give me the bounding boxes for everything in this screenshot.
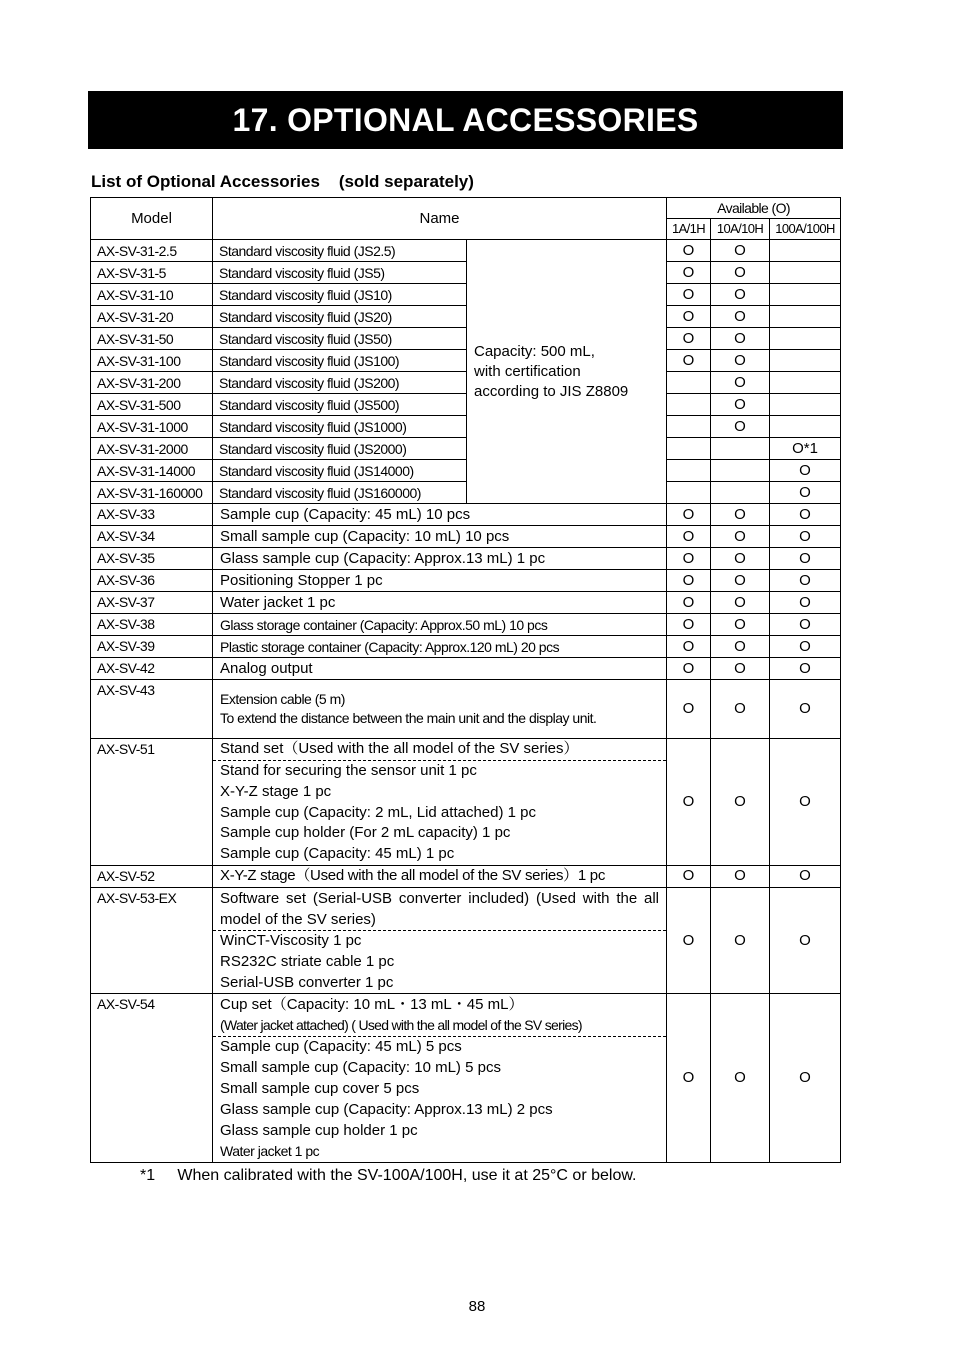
availability-mark: O (711, 592, 770, 614)
content-line: Glass sample cup (Capacity: Approx.13 mL) 2 pcs (220, 1100, 553, 1118)
availability-mark: O (770, 482, 841, 504)
availability-mark: O (770, 887, 841, 993)
table-row (91, 328, 841, 350)
availability-mark (667, 482, 711, 504)
capacity-line: according to JIS Z8809 (474, 382, 629, 400)
item-header-note: (Water jacket attached) ( Used with the all model of the SV series) (220, 1017, 582, 1034)
availability-mark: O (711, 350, 770, 372)
name-cell: Standard viscosity fluid (JS500) (213, 394, 467, 416)
table-row (91, 372, 841, 394)
name-cell (213, 739, 667, 866)
model-cell: AX-SV-52 (91, 865, 213, 887)
availability-mark: O (667, 350, 711, 372)
table-row (91, 739, 841, 866)
item-contents (213, 930, 666, 993)
page-number: 88 (468, 1298, 486, 1315)
model-cell: AX-SV-37 (91, 592, 213, 614)
availability-mark: O (667, 887, 711, 993)
availability-mark: O (711, 658, 770, 680)
model-cell: AX-SV-38 (91, 614, 213, 636)
availability-mark: O (667, 680, 711, 739)
availability-mark: O (711, 240, 770, 262)
availability-mark (770, 240, 841, 262)
availability-mark (667, 438, 711, 460)
table-row (91, 460, 841, 482)
availability-mark (711, 438, 770, 460)
header-name: Name (213, 198, 667, 240)
table-row (91, 262, 841, 284)
name-cell: Analog output (213, 658, 667, 680)
model-cell: AX-SV-31-2000 (91, 438, 213, 460)
capacity-line: with certification (474, 362, 581, 380)
table-row (91, 240, 841, 262)
availability-mark: O (711, 416, 770, 438)
availability-mark: O (770, 739, 841, 866)
availability-mark (770, 394, 841, 416)
availability-mark: O (667, 592, 711, 614)
availability-mark: O (711, 865, 770, 887)
name-cell: Standard viscosity fluid (JS100) (213, 350, 467, 372)
model-cell: AX-SV-53-EX (91, 887, 213, 993)
availability-mark: O (770, 504, 841, 526)
table-row (91, 592, 841, 614)
table-row (91, 658, 841, 680)
availability-mark (770, 416, 841, 438)
name-cell: Standard viscosity fluid (JS2000) (213, 438, 467, 460)
accessories-table (90, 197, 841, 1163)
availability-mark: O (667, 504, 711, 526)
model-cell: AX-SV-36 (91, 570, 213, 592)
table-row (91, 416, 841, 438)
availability-mark: O (711, 504, 770, 526)
table-row (91, 865, 841, 887)
availability-mark: O (667, 739, 711, 866)
availability-mark: O (770, 658, 841, 680)
table-row (91, 526, 841, 548)
availability-mark: O (711, 739, 770, 866)
table-row (91, 394, 841, 416)
availability-mark (770, 328, 841, 350)
table-caption: List of Optional Accessories (sold separately) (91, 172, 474, 191)
availability-mark: O (667, 636, 711, 658)
model-cell: AX-SV-31-10 (91, 284, 213, 306)
availability-mark (770, 350, 841, 372)
name-cell: Standard viscosity fluid (JS14000) (213, 460, 467, 482)
capacity-note (467, 240, 667, 504)
header-available: Available (O) (667, 198, 841, 219)
availability-mark (667, 460, 711, 482)
model-cell: AX-SV-31-14000 (91, 460, 213, 482)
table-row (91, 636, 841, 658)
availability-mark (770, 372, 841, 394)
availability-mark: O (711, 680, 770, 739)
item-title: Extension cable (5 m) (220, 691, 345, 707)
availability-mark: O (711, 636, 770, 658)
table-row (91, 887, 841, 993)
table-row (91, 482, 841, 504)
model-cell: AX-SV-34 (91, 526, 213, 548)
availability-mark (711, 460, 770, 482)
availability-mark: O (667, 526, 711, 548)
header-model: Model (91, 198, 213, 240)
table-row (91, 284, 841, 306)
content-line: Small sample cup (Capacity: 10 mL) 5 pcs (220, 1059, 501, 1077)
availability-mark (770, 262, 841, 284)
availability-mark (770, 284, 841, 306)
capacity-line: Capacity: 500 mL, (474, 342, 595, 360)
availability-mark: O (711, 994, 770, 1163)
availability-mark (667, 372, 711, 394)
item-contents (213, 760, 666, 865)
content-line: Serial-USB converter 1 pc (220, 973, 394, 991)
model-cell: AX-SV-31-100 (91, 350, 213, 372)
table-row (91, 350, 841, 372)
availability-mark: O (711, 306, 770, 328)
model-cell: AX-SV-31-5 (91, 262, 213, 284)
model-cell: AX-SV-31-20 (91, 306, 213, 328)
content-line: Sample cup (Capacity: 45 mL) 5 pcs (220, 1038, 462, 1056)
table-row (91, 614, 841, 636)
name-cell (213, 680, 667, 739)
name-cell: X-Y-Z stage（Used with the all model of the SV series）1 pc (213, 865, 667, 887)
model-cell: AX-SV-35 (91, 548, 213, 570)
availability-mark: O (667, 240, 711, 262)
availability-mark: O (667, 614, 711, 636)
content-line: RS232C striate cable 1 pc (220, 952, 395, 970)
table-row (91, 504, 841, 526)
name-cell: Sample cup (Capacity: 45 mL) 10 pcs (213, 504, 667, 526)
item-header: Software set (Serial-USB converter included) (Used with the all model of the SV series) (220, 889, 660, 928)
model-cell: AX-SV-31-2.5 (91, 240, 213, 262)
footnote: *1 When calibrated with the SV-100A/100H, use it at 25°C or below. (140, 1167, 637, 1184)
model-cell: AX-SV-31-200 (91, 372, 213, 394)
header-col-10a: 10A/10H (711, 219, 770, 240)
availability-mark (667, 416, 711, 438)
availability-mark (711, 482, 770, 504)
availability-mark: O (770, 592, 841, 614)
availability-mark: O (667, 328, 711, 350)
availability-mark: O (711, 570, 770, 592)
model-cell: AX-SV-33 (91, 504, 213, 526)
availability-mark: O (667, 548, 711, 570)
availability-mark: O (770, 636, 841, 658)
availability-mark: O (770, 680, 841, 739)
model-cell: AX-SV-42 (91, 658, 213, 680)
name-cell: Small sample cup (Capacity: 10 mL) 10 pcs (213, 526, 667, 548)
availability-mark: O (667, 865, 711, 887)
name-cell: Standard viscosity fluid (JS10) (213, 284, 467, 306)
name-cell: Water jacket 1 pc (213, 592, 667, 614)
table-row (91, 570, 841, 592)
item-header-line: Cup set（Capacity: 10 mL・13 mL・45 mL） (220, 996, 524, 1014)
content-line: Sample cup (Capacity: 2 mL, Lid attached) 1 pc (220, 803, 536, 821)
availability-mark: O (770, 570, 841, 592)
availability-mark: O (770, 614, 841, 636)
table-row (91, 548, 841, 570)
content-line: Sample cup holder (For 2 mL capacity) 1 pc (220, 824, 511, 842)
availability-mark: O (770, 460, 841, 482)
page-title (88, 91, 843, 149)
model-cell: AX-SV-43 (91, 680, 213, 739)
page-title-text: 17. OPTIONAL ACCESSORIES (232, 101, 699, 138)
name-cell: Standard viscosity fluid (JS5) (213, 262, 467, 284)
availability-mark (667, 394, 711, 416)
name-cell: Standard viscosity fluid (JS2.5) (213, 240, 467, 262)
item-header (213, 994, 666, 1036)
availability-mark: O (711, 614, 770, 636)
model-cell: AX-SV-31-1000 (91, 416, 213, 438)
content-line: Sample cup (Capacity: 45 mL) 1 pc (220, 845, 455, 863)
content-line: X-Y-Z stage 1 pc (220, 782, 332, 800)
header-col-1a: 1A/1H (667, 219, 711, 240)
availability-mark: O (770, 548, 841, 570)
name-cell (213, 887, 667, 993)
availability-mark: O (770, 526, 841, 548)
availability-mark: O (711, 394, 770, 416)
availability-mark: O*1 (770, 438, 841, 460)
content-line: Water jacket 1 pc (220, 1143, 320, 1160)
availability-mark: O (711, 328, 770, 350)
name-cell: Plastic storage container (Capacity: Approx.120 mL) 20 pcs (213, 636, 667, 658)
item-contents (213, 1036, 666, 1162)
name-cell: Glass storage container (Capacity: Approx.50 mL) 10 pcs (213, 614, 667, 636)
content-line: Glass sample cup holder 1 pc (220, 1121, 418, 1139)
content-line: WinCT-Viscosity 1 pc (220, 931, 362, 949)
header-col-100a: 100A/100H (770, 219, 841, 240)
availability-mark: O (667, 284, 711, 306)
name-cell: Standard viscosity fluid (JS1000) (213, 416, 467, 438)
availability-mark: O (711, 262, 770, 284)
table-row (91, 680, 841, 739)
model-cell: AX-SV-31-160000 (91, 482, 213, 504)
name-cell: Standard viscosity fluid (JS50) (213, 328, 467, 350)
availability-mark: O (667, 994, 711, 1163)
availability-mark: O (667, 306, 711, 328)
model-cell: AX-SV-31-50 (91, 328, 213, 350)
name-cell: Glass sample cup (Capacity: Approx.13 mL) 1 pc (213, 548, 667, 570)
availability-mark: O (711, 887, 770, 993)
availability-mark: O (667, 570, 711, 592)
model-cell: AX-SV-31-500 (91, 394, 213, 416)
availability-mark (770, 306, 841, 328)
availability-mark: O (667, 658, 711, 680)
name-cell: Positioning Stopper 1 pc (213, 570, 667, 592)
name-cell: Standard viscosity fluid (JS160000) (213, 482, 467, 504)
content-line: Small sample cup cover 5 pcs (220, 1079, 420, 1097)
table-row (91, 306, 841, 328)
table-row (91, 438, 841, 460)
content-line: Stand for securing the sensor unit 1 pc (220, 762, 477, 779)
name-cell: Standard viscosity fluid (JS200) (213, 372, 467, 394)
availability-mark: O (711, 284, 770, 306)
availability-mark: O (711, 526, 770, 548)
availability-mark: O (667, 262, 711, 284)
name-cell: Standard viscosity fluid (JS20) (213, 306, 467, 328)
availability-mark: O (711, 548, 770, 570)
name-cell (213, 994, 667, 1163)
availability-mark: O (770, 865, 841, 887)
model-cell: AX-SV-39 (91, 636, 213, 658)
availability-mark: O (711, 372, 770, 394)
table-row (91, 994, 841, 1163)
model-cell: AX-SV-51 (91, 739, 213, 866)
item-header: Stand set（Used with the all model of the SV series） (220, 740, 579, 757)
availability-mark: O (770, 994, 841, 1163)
model-cell: AX-SV-54 (91, 994, 213, 1163)
item-description: To extend the distance between the main unit and the display unit. (220, 710, 597, 726)
